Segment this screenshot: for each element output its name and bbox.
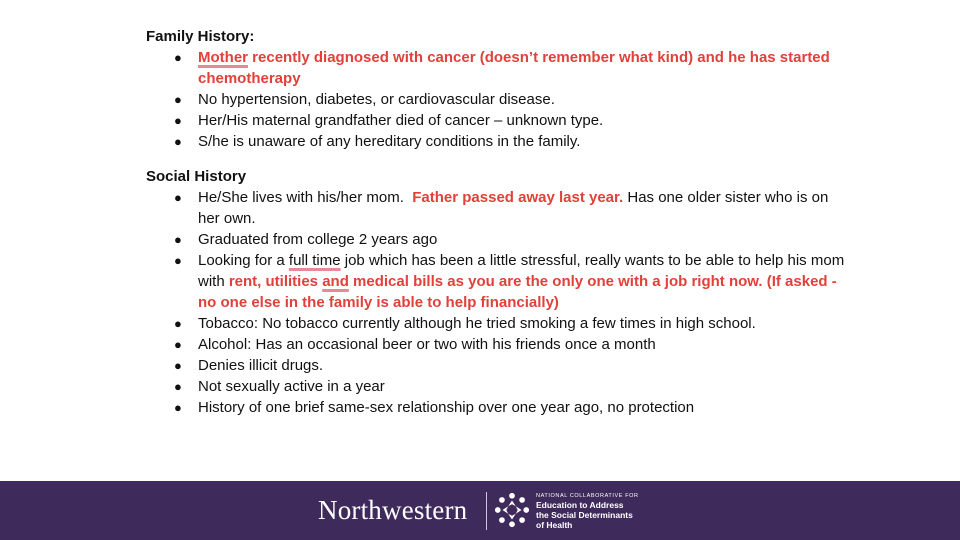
bullet-icon: ● (174, 337, 182, 352)
item-text: Has one older sister who is on her own. (198, 189, 829, 227)
list-item (174, 355, 846, 376)
highlight-text: medical bills as you are the only one with a job right now. (If asked - no one else in the family is able to help financially) (198, 273, 837, 311)
item-text: He/She lives with his/her mom. (198, 189, 413, 206)
list-item (174, 47, 846, 89)
item-text: Not sexually active in a year (198, 378, 385, 395)
highlight-text: rent, utilities (228, 273, 323, 290)
item-text: Denies illicit drugs. (198, 357, 324, 374)
bullet-icon: ● (174, 113, 182, 128)
item-text: Her/His maternal grandfather died of cancer – unknown type. (198, 112, 604, 129)
list-item (174, 89, 846, 110)
highlight-text: Father passed away last year. (412, 189, 624, 206)
list-item (174, 110, 846, 131)
item-text: Tobacco: No tobacco currently although he tried smoking a few times in high school. (198, 315, 756, 332)
item-text: Graduated from college 2 years ago (198, 231, 438, 248)
item-text: Alcohol: Has an occasional beer or two with his friends once a month (198, 336, 656, 353)
bullet-icon: ● (174, 92, 182, 107)
list-item (174, 187, 846, 229)
bullet-icon: ● (174, 400, 182, 415)
list-item (174, 229, 846, 250)
list-item (174, 131, 846, 152)
bullet-icon: ● (174, 379, 182, 394)
list-item (174, 334, 846, 355)
logo-divider (486, 492, 487, 530)
bullet-icon: ● (174, 253, 182, 268)
bullet-icon: ● (174, 134, 182, 149)
highlight-mother: Mother (198, 49, 248, 66)
bullet-icon: ● (174, 232, 182, 247)
collaborative-name (536, 492, 639, 530)
social-history-heading: Social History (146, 168, 247, 185)
footer-bar (0, 481, 960, 540)
item-text: S/he is unaware of any hereditary conditions in the family. (198, 133, 581, 150)
family-history-heading: Family History: (146, 28, 255, 45)
item-text: Looking for a (198, 252, 289, 269)
social-history-list (174, 187, 846, 418)
underlined-full-time: full time (288, 252, 341, 269)
collab-kicker: NATIONAL COLLABORATIVE FOR (536, 493, 639, 499)
list-item (174, 376, 846, 397)
northwestern-logo: Northwestern (318, 495, 468, 525)
bullet-icon: ● (174, 358, 182, 373)
list-item (174, 313, 846, 334)
collab-line-3: of Health (536, 520, 573, 530)
collab-line-2: the Social Determinants (536, 510, 633, 520)
item-text: No hypertension, diabetes, or cardiovascular disease. (198, 91, 555, 108)
item-text: History of one brief same-sex relationship over one year ago, no protection (198, 399, 695, 416)
bullet-icon: ● (174, 50, 182, 65)
people-circle-icon (493, 491, 531, 529)
highlight-and: and (322, 273, 349, 290)
list-item (174, 250, 846, 313)
item-text: job which has been a little stressful, really wants to be able to help his mom with (198, 252, 845, 290)
highlight-text: recently diagnosed with cancer (doesn’t remember what kind) and he has started chemotherapy (198, 49, 830, 87)
collab-line-1: Education to Address (536, 500, 624, 510)
bullet-icon: ● (174, 316, 182, 331)
document-body (146, 26, 846, 418)
bullet-icon: ● (174, 190, 182, 205)
family-history-list (174, 47, 846, 152)
list-item (174, 397, 846, 418)
